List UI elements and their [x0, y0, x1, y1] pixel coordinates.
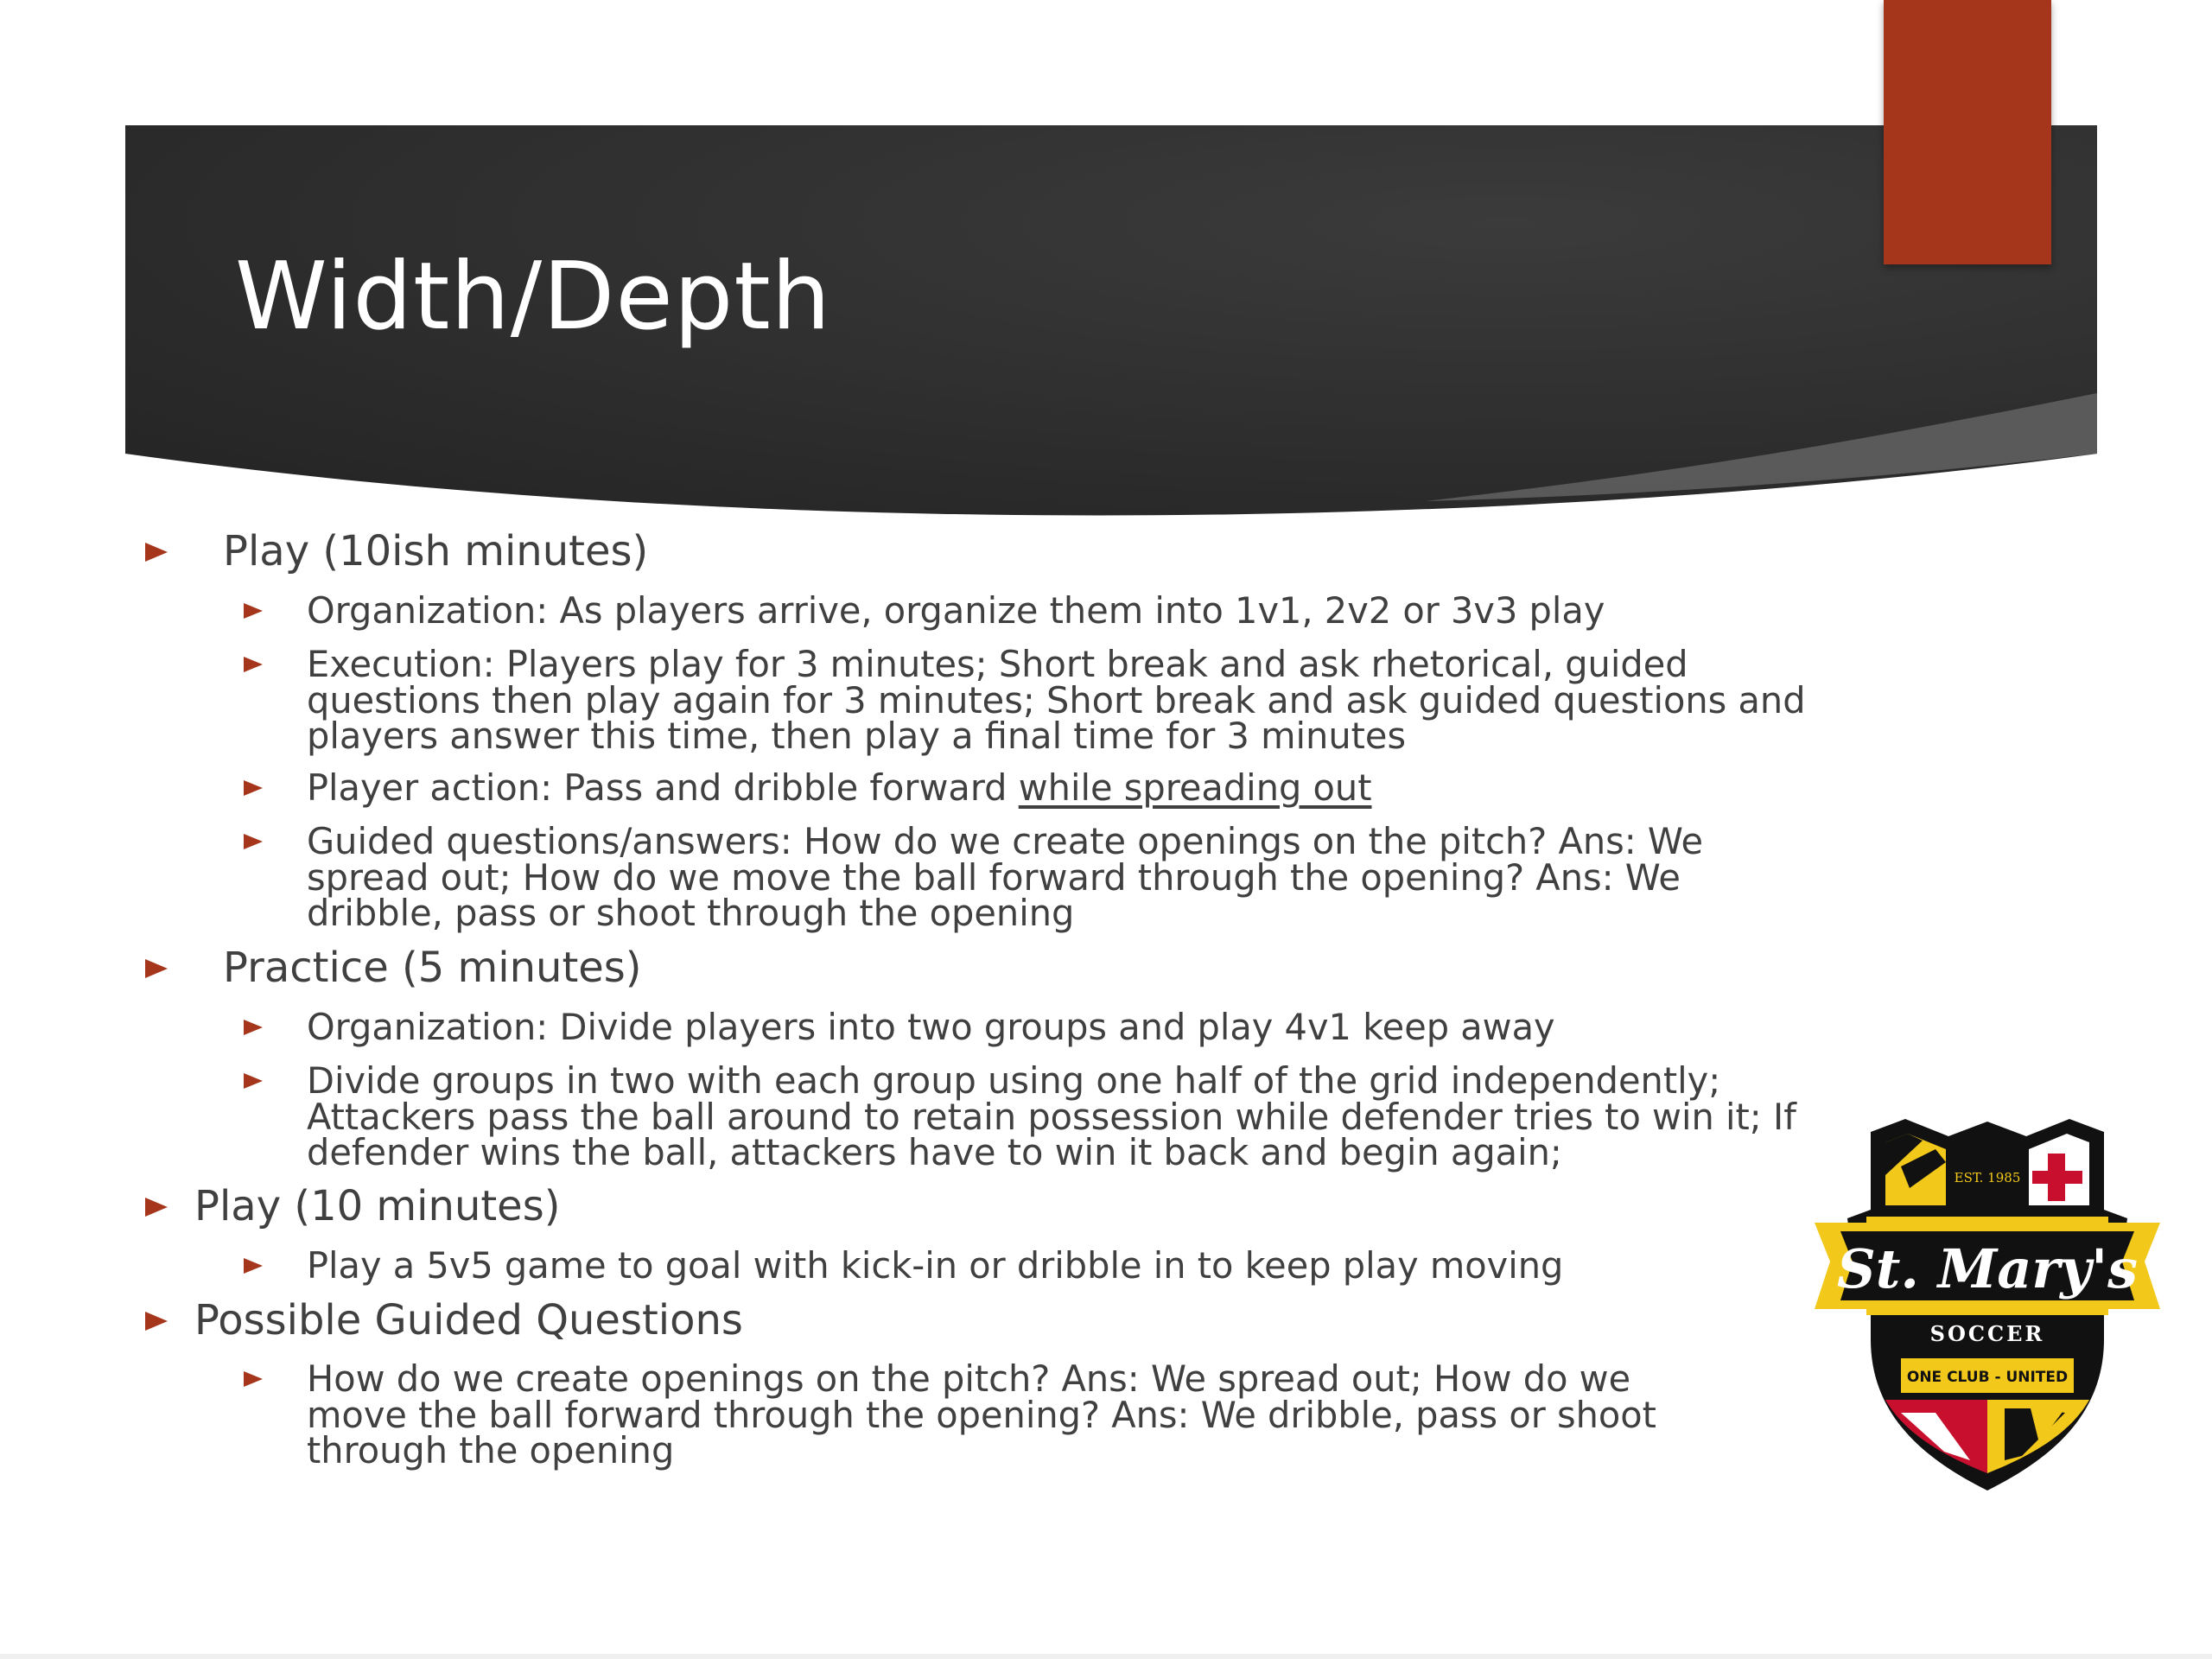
- underlined-text: while spreading out: [1018, 766, 1372, 809]
- sub-bullet: [307, 1244, 1948, 1287]
- bullet-arrow-icon: [145, 959, 168, 978]
- sub-bullet: [307, 1006, 1948, 1048]
- sub-bullet: [307, 643, 1948, 757]
- crest-name-text: St. Mary's: [1837, 1237, 2138, 1300]
- bullet-heading: Practice (5 minutes): [223, 944, 642, 992]
- sub-bullet-line: defender wins the ball, attackers have to win it back and begin again;: [307, 1131, 1562, 1173]
- sub-bullet-line: players answer this time, then play a final time for 3 minutes: [307, 715, 1407, 757]
- sub-bullet-line: Organization: As players arrive, organize them into 1v1, 2v2 or 3v3 play: [307, 589, 1605, 632]
- sub-bullet: [307, 766, 1948, 809]
- bullet-arrow-icon: [244, 657, 263, 672]
- sub-bullet-line: Execution: Players play for 3 minutes; Short break and ask rhetorical, guided: [307, 643, 1688, 685]
- bullet-arrow-icon: [244, 1020, 263, 1035]
- sub-bullet-line: move the ball forward through the opening? Ans: We dribble, pass or shoot: [307, 1393, 1656, 1436]
- bullet-arrow-icon: [244, 1073, 263, 1089]
- sub-bullet-line: Play a 5v5 game to goal with kick-in or dribble in to keep play moving: [307, 1244, 1564, 1287]
- slide-title: Width/Depth: [235, 243, 832, 351]
- sub-bullet-line: Organization: Divide players into two groups and play 4v1 keep away: [307, 1006, 1555, 1048]
- crest-soccer-text: SOCCER: [1929, 1321, 2045, 1346]
- sub-bullet-line: dribble, pass or shoot through the opening: [307, 892, 1075, 934]
- bullet-arrow-icon: [244, 1258, 263, 1274]
- club-crest-logo: [1806, 1115, 2169, 1495]
- sub-bullet-line: through the opening: [307, 1429, 675, 1471]
- crest-motto-text: ONE CLUB - UNITED: [1906, 1369, 2069, 1386]
- sub-bullet-line: spread out; How do we move the ball forward through the opening? Ans: We: [307, 855, 1681, 899]
- bullet-heading: Possible Guided Questions: [194, 1296, 743, 1344]
- sub-bullet: [307, 1059, 1948, 1173]
- sub-bullet-text: Player action: Pass and dribble forward: [307, 766, 1019, 809]
- sub-bullet-line: How do we create openings on the pitch? Ans: We spread out; How do we: [307, 1357, 1631, 1400]
- sub-bullet-line: Divide groups in two with each group using one half of the grid independently;: [307, 1059, 1721, 1102]
- bullet-arrow-icon: [145, 1198, 168, 1217]
- sub-bullet: [307, 1357, 1948, 1471]
- bullet-arrow-icon: [244, 834, 263, 849]
- bullet-heading: Play (10 minutes): [194, 1182, 561, 1230]
- bullet-heading: Play (10ish minutes): [223, 527, 649, 575]
- bottom-strip: [0, 1654, 2212, 1659]
- sub-bullet: [307, 589, 1948, 632]
- sub-bullet: [307, 820, 1948, 934]
- sub-bullet-line: Attackers pass the ball around to retain possession while defender tries to win it; If: [307, 1095, 1796, 1138]
- bullet-arrow-icon: [244, 603, 263, 619]
- crest-est-text: EST. 1985: [1954, 1170, 2021, 1185]
- bullet-arrow-icon: [244, 1371, 263, 1387]
- bullet-arrow-icon: [145, 1312, 168, 1331]
- bullet-arrow-icon: [244, 780, 263, 796]
- bullet-arrow-icon: [145, 543, 168, 562]
- sub-bullet-line: Guided questions/answers: How do we create openings on the pitch? Ans: We: [307, 820, 1704, 862]
- sub-bullet-line: questions then play again for 3 minutes; Short break and ask guided questions and: [307, 678, 1806, 721]
